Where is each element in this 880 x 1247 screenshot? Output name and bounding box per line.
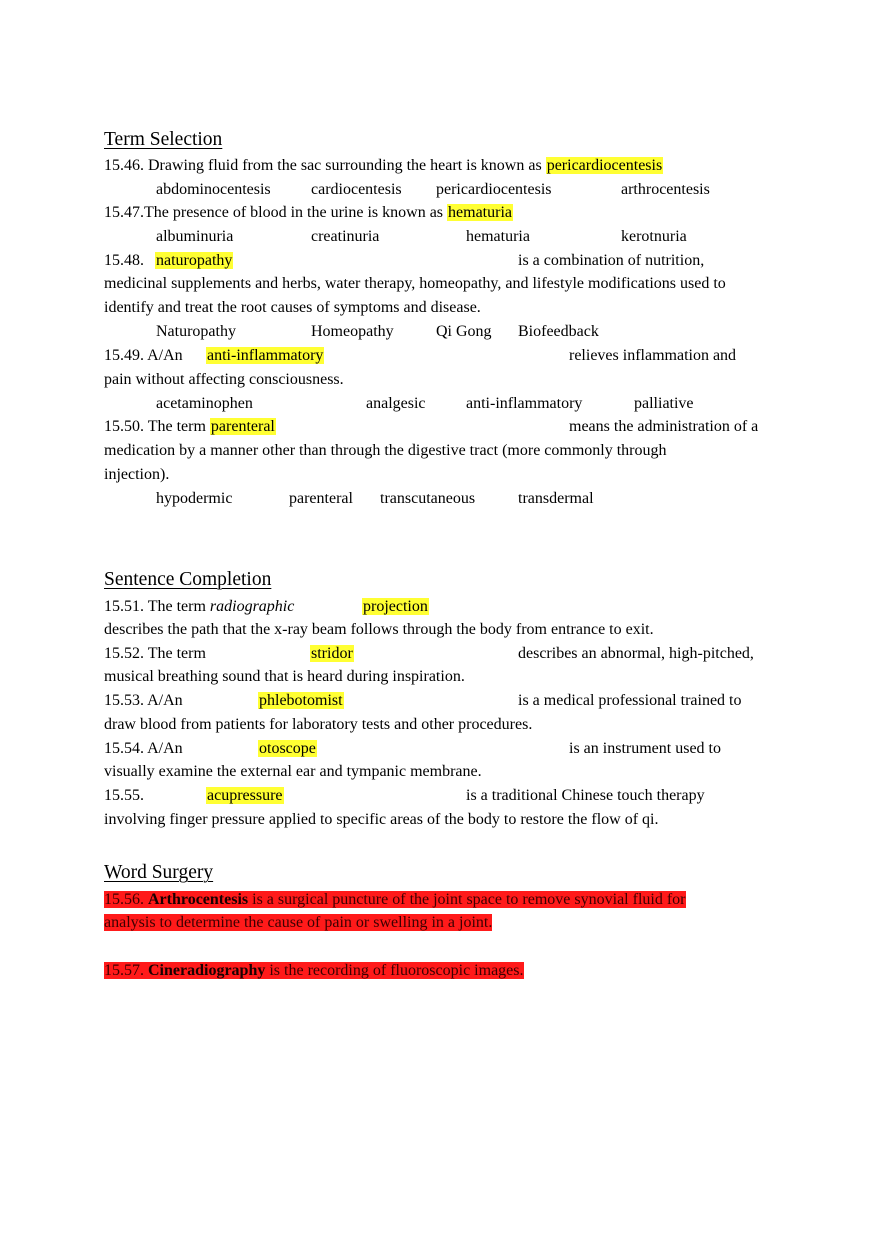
answer-line [155, 251, 233, 271]
option: transcutaneous [380, 490, 476, 507]
answer-highlight: otoscope [259, 740, 316, 757]
question-15-52 [104, 644, 206, 664]
question-text: is the recording of fluoroscopic images. [269, 962, 524, 979]
question-text: 15.46. Drawing fluid from the sac surrounding the heart is known as [104, 157, 542, 174]
question-text-cont: pain without affecting consciousness. [104, 371, 344, 388]
option: acetaminophen [156, 395, 253, 412]
option: anti-inflammatory [466, 395, 583, 412]
question-15-55 [104, 786, 144, 806]
option: abdominocentesis [156, 181, 271, 198]
answer-highlight: hematuria [448, 204, 512, 221]
option: palliative [634, 395, 694, 412]
answer-highlight: projection [363, 598, 428, 615]
option: Homeopathy [311, 323, 394, 340]
question-prefix: 15.55. [104, 787, 144, 804]
question-prefix: 15.52. The term [104, 645, 206, 662]
question-15-53 [104, 691, 183, 711]
red-highlight-line [104, 891, 686, 908]
answer-line [310, 644, 354, 664]
answer-highlight: naturopathy [156, 252, 233, 269]
question-text-cont: medicinal supplements and herbs, water therapy, homeopathy, and lifestyle modifications used to [104, 275, 726, 292]
question-text-cont: is a traditional Chinese touch therapy [466, 787, 705, 804]
option: cardiocentesis [311, 181, 402, 198]
bold-term: Arthrocentesis [148, 891, 249, 908]
question-text: 15.47.The presence of blood in the urine is known as [104, 204, 444, 221]
section-heading-word-surgery: Word Surgery [104, 862, 214, 883]
option: creatinuria [311, 228, 380, 245]
question-15-48 [104, 251, 144, 271]
question-text-cont: medication by a manner other than through the digestive tract (more commonly through [104, 442, 667, 459]
question-text-cont: relieves inflammation and [569, 347, 737, 364]
question-15-47 [104, 203, 513, 223]
question-15-46 [104, 156, 663, 176]
answer-highlight: anti-inflammatory [207, 347, 324, 364]
question-prefix: 15.48. [104, 252, 144, 269]
question-15-56 [104, 890, 686, 910]
question-text-cont: draw blood from patients for laboratory tests and other procedures. [104, 716, 533, 733]
question-prefix: 15.50. The term [104, 418, 206, 435]
question-15-49 [104, 346, 183, 366]
option: kerotnuria [621, 228, 687, 245]
answer-highlight: pericardiocentesis [546, 157, 663, 174]
section-heading-term-selection: Term Selection [104, 129, 223, 150]
question-text-cont: is a combination of nutrition, [518, 252, 705, 269]
question-15-56-cont [104, 913, 492, 933]
question-text-cont: identify and treat the root causes of symptoms and disease. [104, 299, 481, 316]
question-text-cont: describes the path that the x-ray beam follows through the body from entrance to exit. [104, 621, 654, 638]
question-text-cont: is an instrument used to [569, 740, 721, 757]
question-15-57 [104, 961, 524, 981]
answer-line [206, 346, 324, 366]
answer-highlight: parenteral [210, 418, 275, 435]
question-text-cont: describes an abnormal, high-pitched, [518, 645, 754, 662]
question-prefix: 15.51. The term [104, 598, 206, 615]
answer-line [362, 597, 429, 617]
option: Naturopathy [156, 323, 236, 340]
answer-highlight: stridor [311, 645, 353, 662]
question-15-51 [104, 597, 294, 617]
question-15-50 [104, 417, 276, 437]
option: parenteral [289, 490, 353, 507]
red-highlight-line: analysis to determine the cause of pain or swelling in a joint. [104, 914, 493, 931]
question-text-cont: means the administration of a [569, 418, 759, 435]
option: pericardiocentesis [436, 181, 552, 198]
question-prefix: 15.54. A/An [104, 740, 183, 757]
option: arthrocentesis [621, 181, 710, 198]
option: transdermal [518, 490, 594, 507]
option: analgesic [366, 395, 426, 412]
section-heading-sentence-completion: Sentence Completion [104, 569, 272, 590]
italic-term: radiographic [209, 598, 295, 615]
question-text-cont: involving finger pressure applied to specific areas of the body to restore the flow of qi. [104, 811, 659, 828]
question-15-54 [104, 739, 183, 759]
option: hematuria [466, 228, 530, 245]
question-text-cont: visually examine the external ear and tympanic membrane. [104, 763, 482, 780]
question-text-cont: musical breathing sound that is heard during inspiration. [104, 668, 465, 685]
red-highlight-line [104, 962, 524, 979]
bold-term: Cineradiography [148, 962, 266, 979]
option: Biofeedback [518, 323, 599, 340]
answer-line [258, 691, 344, 711]
question-prefix: 15.49. A/An [104, 347, 183, 364]
question-prefix: 15.53. A/An [104, 692, 183, 709]
option: hypodermic [156, 490, 233, 507]
question-number: 15.57. [104, 962, 144, 979]
question-number: 15.56. [104, 891, 144, 908]
question-text-cont: is a medical professional trained to [518, 692, 742, 709]
answer-highlight: phlebotomist [259, 692, 343, 709]
answer-line [206, 786, 284, 806]
question-text-cont: injection). [104, 466, 170, 483]
option: Qi Gong [436, 323, 492, 340]
option: albuminuria [156, 228, 234, 245]
answer-highlight: acupressure [207, 787, 283, 804]
answer-line [258, 739, 317, 759]
question-text: is a surgical puncture of the joint space to remove synovial fluid for [252, 891, 686, 908]
